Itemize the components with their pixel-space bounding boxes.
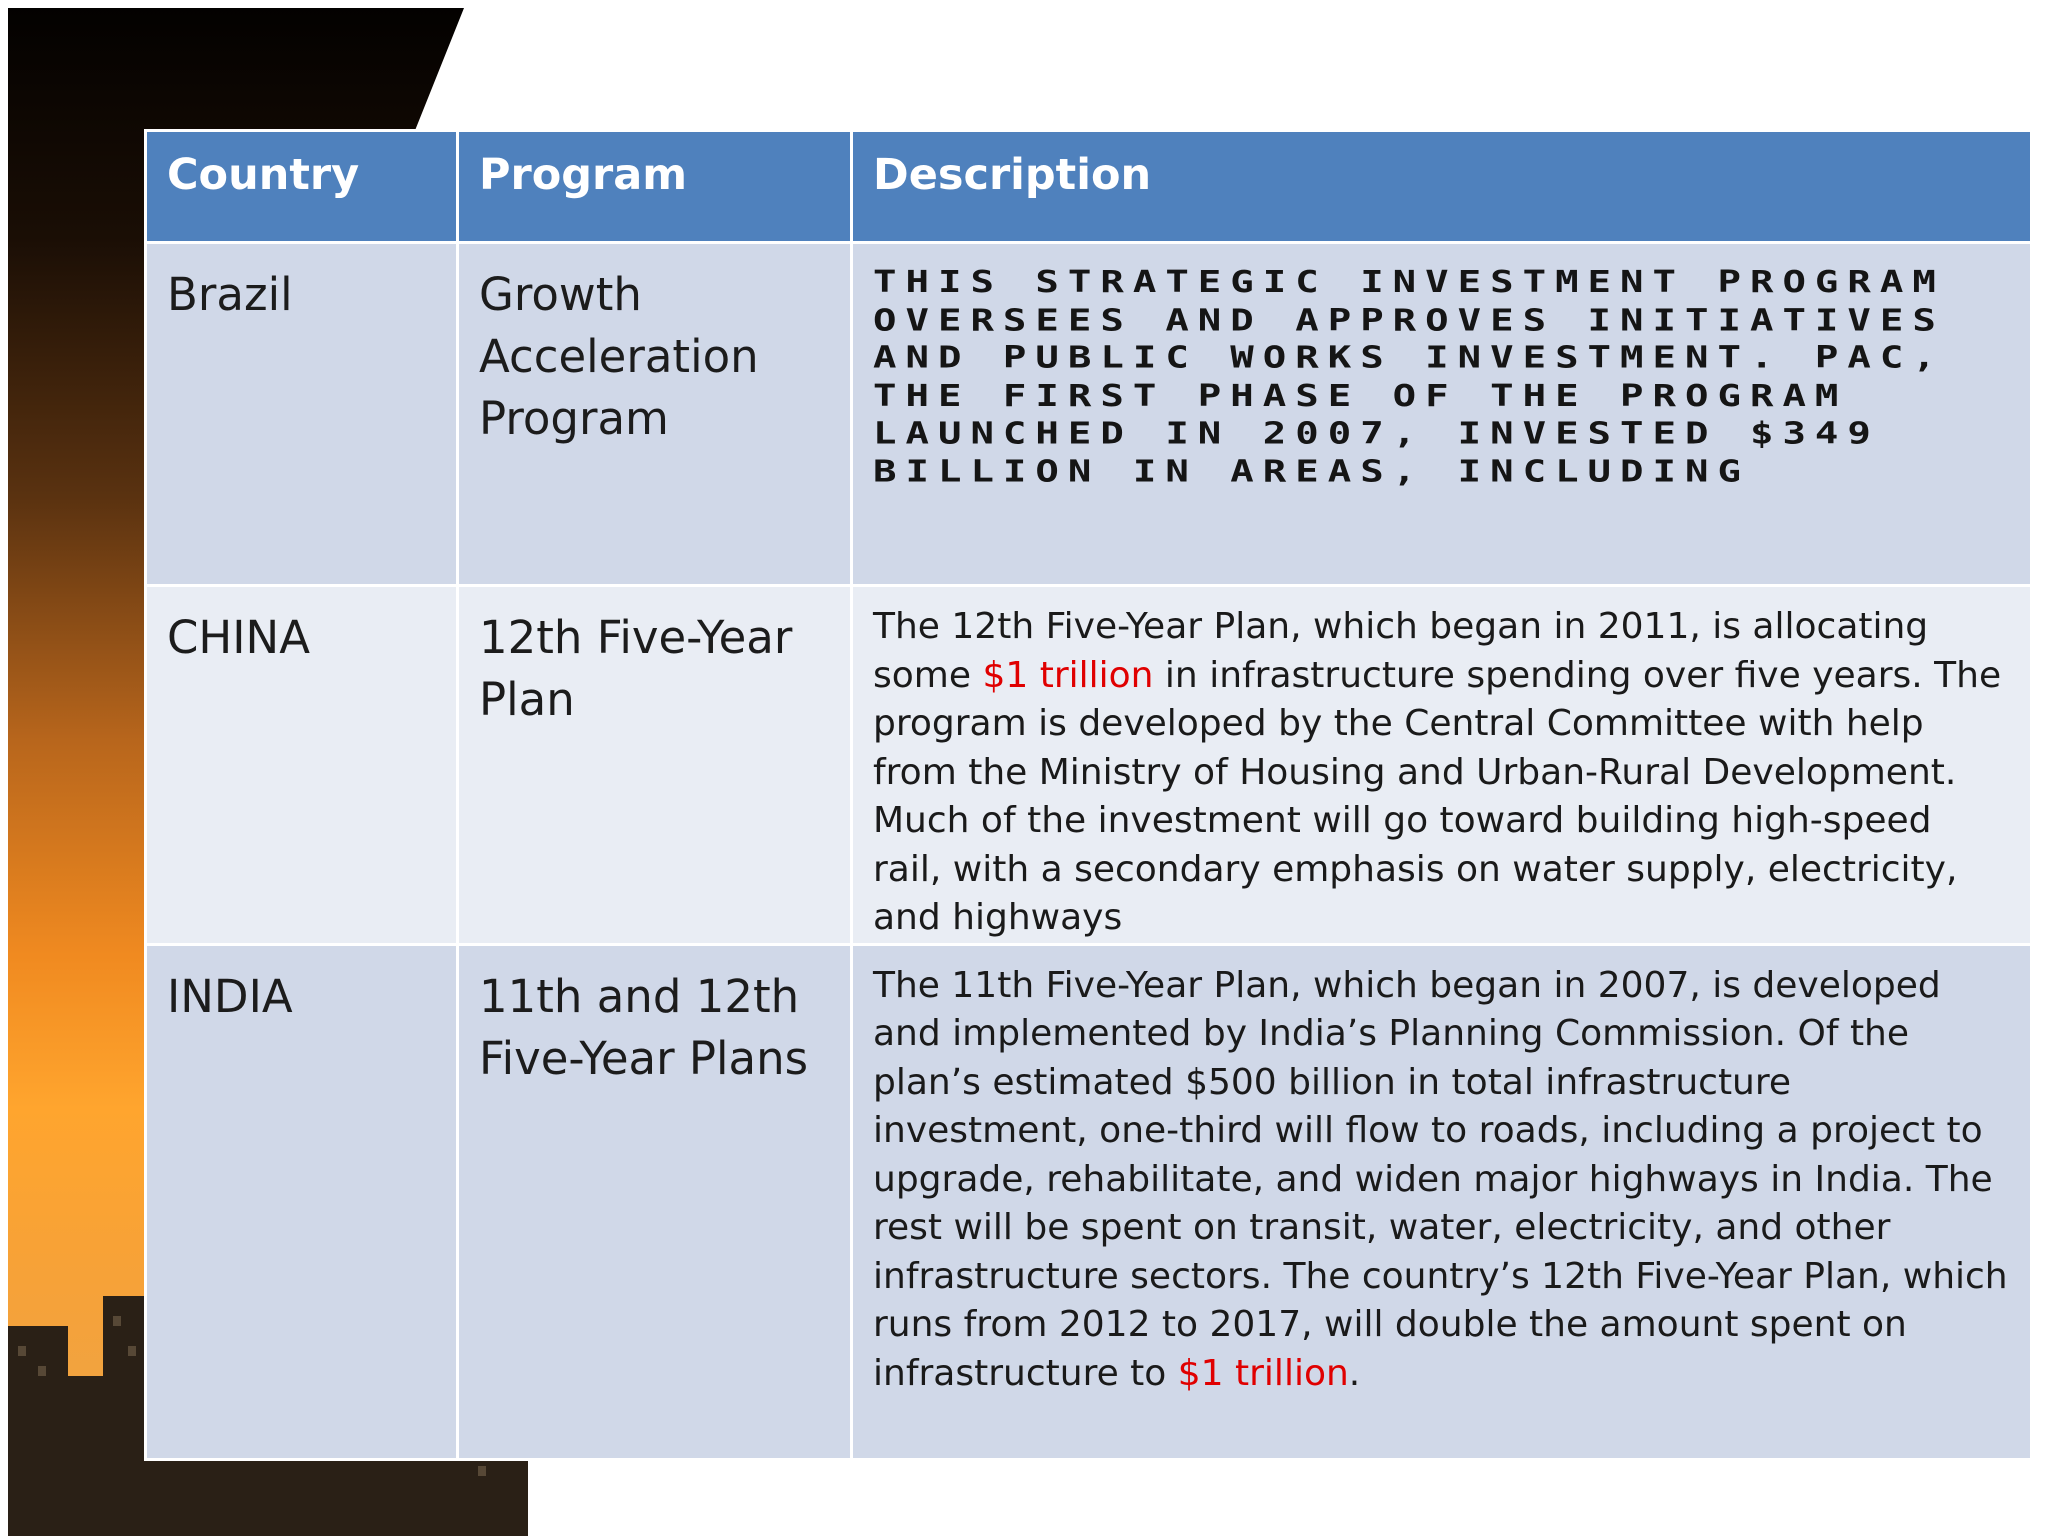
description-text: The 12th Five-Year Plan, which began in 2011, is allocating some xyxy=(873,606,1929,696)
description-text: in infrastructure spending over five years. The program is developed by the Central Committee with help from the Ministry of Housing and Urban-Rural Development. Much of the investment will go toward building high-speed rail, with a secondary emphasis on water supply, electricity, and highways xyxy=(873,654,2002,938)
column-header-program: Program xyxy=(458,131,852,243)
country-cell: INDIA xyxy=(167,969,293,1023)
description-text: . xyxy=(1348,1352,1361,1394)
program-cell: 11th and 12th Five-Year Plans xyxy=(479,969,809,1085)
description-cell-clipped xyxy=(853,244,2030,584)
description-cell xyxy=(853,587,2030,943)
column-header-country: Country xyxy=(146,131,458,243)
table-row-india xyxy=(146,944,2032,1459)
description-cell xyxy=(853,946,2030,1399)
description-text: THIS STRATEGIC INVESTMENT PROGRAM OVERSEES AND APPROVES INITIATIVES AND PUBLIC WORKS INVESTMENT. PAC, THE FIRST PHASE OF THE PROGRAM LAUNCHED IN 2007, INVESTED $349 BILLION IN AREAS, INCLUDING xyxy=(873,264,1945,490)
highlighted-amount: $1 trillion xyxy=(1177,1352,1349,1394)
table-header-row xyxy=(146,131,2032,243)
table-row-china xyxy=(146,586,2032,945)
column-header-description: Description xyxy=(852,131,2032,243)
country-cell: Brazil xyxy=(167,268,293,321)
highlighted-amount: $1 trillion xyxy=(982,654,1154,696)
table-row-brazil xyxy=(146,243,2032,586)
country-cell: CHINA xyxy=(167,611,310,664)
description-text: The 11th Five-Year Plan, which began in 2007, is developed and implemented by India’s Planning Commission. Of the plan’s estimated $500 billion in total infrastructure investment, one-third will flow to roads, including a project to upgrade, rehabilitate, and widen major highways in India. The rest will be spent on transit, water, electricity, and other infrastructure sectors. The country’s 12th Five-Year Plan, which runs from 2012 to 2017, will double the amount spent on infrastructure to xyxy=(873,964,2008,1394)
program-cell: 12th Five-Year Plan xyxy=(479,611,793,726)
infrastructure-programs-table xyxy=(144,129,2033,1461)
program-cell: Growth Acceleration Program xyxy=(479,268,759,445)
